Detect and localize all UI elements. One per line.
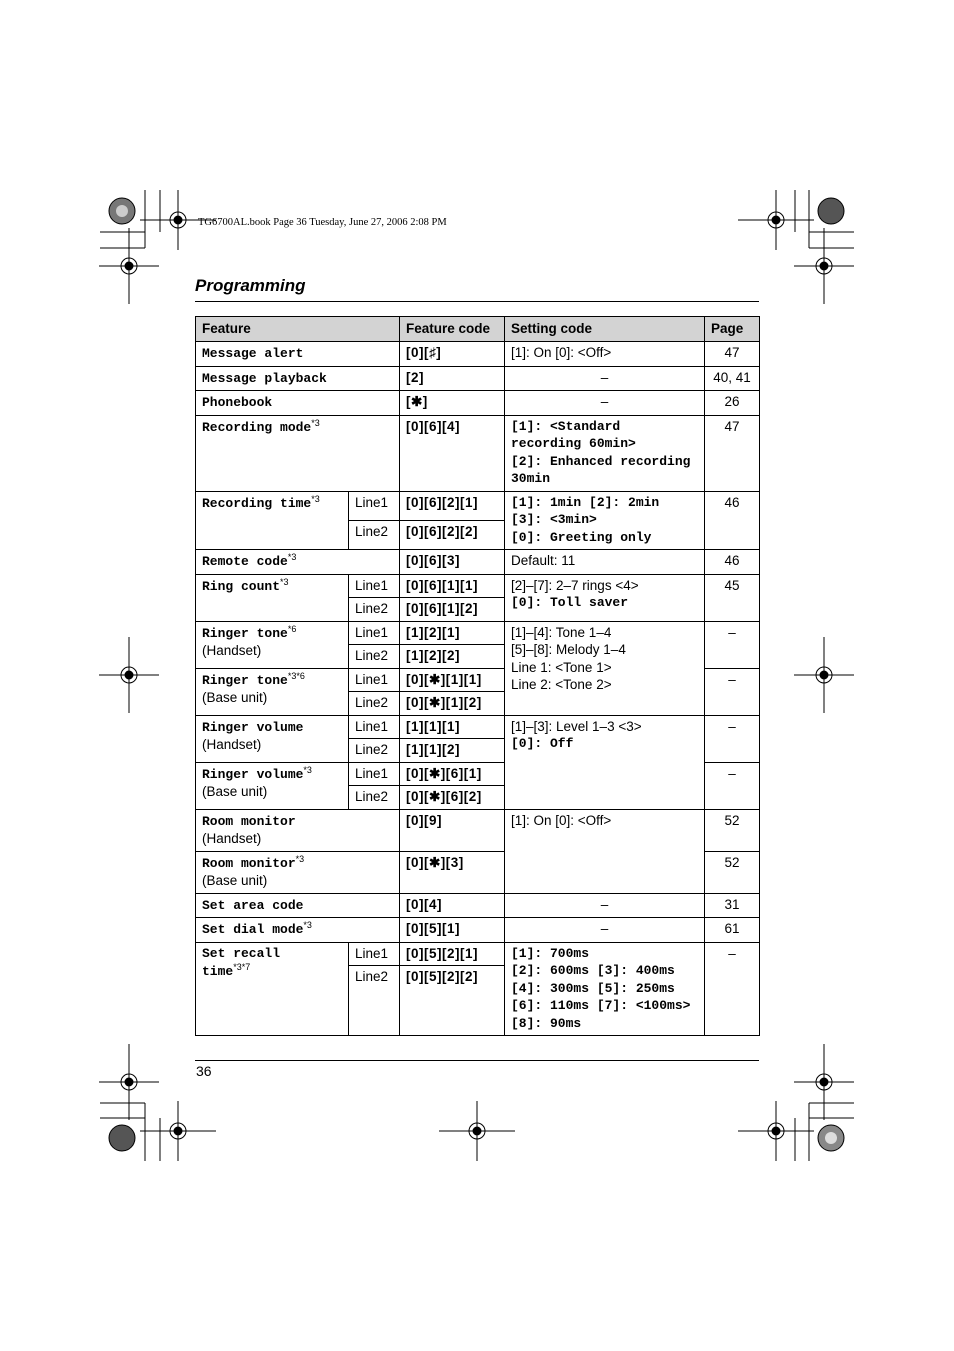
line-label: Line1 (355, 671, 389, 687)
page-ref: 52 (724, 812, 740, 828)
table-row (196, 574, 760, 598)
feature-code: [0][5][2][1] (406, 945, 478, 961)
line-label: Line1 (355, 765, 389, 781)
footnote-ref: *3*7 (233, 962, 251, 972)
setting-code: – (600, 921, 609, 936)
feature-sub: (Handset) (202, 737, 262, 752)
feature-code: [1][2][2] (406, 648, 460, 663)
page-ref: 45 (724, 577, 740, 593)
table-row (196, 391, 760, 416)
feature-name: Message alert (202, 346, 304, 361)
page-ref: – (728, 671, 736, 687)
page-ref: 46 (724, 553, 740, 568)
setting-line: [2]: Enhanced recording (511, 453, 691, 469)
setting-code: Default: 11 (511, 553, 576, 568)
line-label: Line1 (355, 577, 389, 593)
setting-line: [3]: <3min> (511, 512, 597, 527)
feature-sub: (Base unit) (202, 784, 268, 799)
page-ref: 40, 41 (713, 369, 751, 385)
page-ref: 47 (724, 345, 740, 360)
feature-sub: (Handset) (202, 831, 262, 846)
footnote-ref: *3 (303, 764, 312, 775)
feature-name: Phonebook (202, 395, 273, 410)
line-label: Line1 (355, 624, 389, 640)
feature-code: [0][4] (406, 896, 442, 912)
feature-code: [0][✱][3] (406, 854, 464, 870)
setting-line: [1]–[3]: Level 1–3 <3> (511, 718, 642, 734)
page-ref: – (728, 765, 736, 781)
table-header-row (196, 317, 760, 342)
footnote-ref: *3*6 (287, 670, 305, 681)
setting-line: [1]: 700ms (511, 945, 590, 961)
feature-code: [✱] (406, 394, 428, 409)
section-title: Programming (195, 276, 306, 295)
feature-code: [0][5][1] (406, 921, 460, 936)
feature-code: [0][♯] (406, 345, 442, 360)
line-label: Line2 (355, 601, 389, 616)
setting-line: [0]: Greeting only (511, 529, 652, 545)
feature-name: Remote code (202, 554, 288, 569)
table-row (196, 918, 760, 943)
setting-line: [5]–[8]: Melody 1–4 (511, 642, 626, 657)
footnote-ref: *3 (295, 853, 305, 864)
line-label: Line1 (355, 718, 389, 734)
feature-name: Set area code (202, 897, 304, 913)
title-rule (195, 301, 759, 302)
feature-name: Recording mode (202, 419, 312, 435)
feature-code: [1][2][1] (406, 624, 460, 640)
feature-name: Set dial mode (202, 922, 304, 937)
header-page: Page (705, 317, 760, 342)
setting-line: [6]: 110ms [7]: <100ms> (511, 998, 691, 1013)
table-row (196, 621, 760, 645)
print-info-line: TG6700AL.book Page 36 Tuesday, June 27, 2006 2:08 PM (198, 217, 447, 228)
feature-code: [1][1][1] (406, 718, 460, 734)
page-ref: 52 (724, 854, 740, 870)
setting-code: – (600, 369, 609, 385)
feature-code: [0][6][4] (406, 418, 460, 434)
feature-name: Room monitor (202, 855, 296, 871)
table-row (196, 366, 760, 391)
setting-code: [1]: On [0]: <Off> (511, 812, 612, 828)
page-ref: 46 (724, 494, 740, 510)
setting-line: [1]–[4]: Tone 1–4 (511, 624, 612, 640)
setting-code: [1]: On [0]: <Off> (511, 345, 612, 360)
line-label: Line2 (355, 523, 389, 539)
feature-code: [0][✱][1][2] (406, 695, 482, 710)
page-ref: – (728, 624, 736, 640)
feature-code: [0][6][2][2] (406, 523, 478, 539)
feature-code: [1][1][2] (406, 742, 460, 757)
setting-line: [2]: 600ms [3]: 400ms (511, 963, 675, 978)
feature-code: [0][6][1][2] (406, 601, 478, 616)
feature-code: [0][✱][1][1] (406, 671, 482, 687)
setting-line: [2]–[7]: 2–7 rings <4> (511, 577, 639, 593)
setting-line: [8]: 90ms (511, 1015, 582, 1031)
page-number: 36 (196, 1063, 212, 1079)
footnote-ref: *3 (303, 920, 312, 930)
setting-line: [1]: 1min [2]: 2min (511, 494, 660, 510)
page-ref: 47 (724, 418, 740, 434)
line-label: Line1 (355, 494, 389, 510)
table-row (196, 942, 760, 966)
feature-name: Ring count (202, 578, 281, 594)
footnote-ref: *3 (280, 576, 289, 587)
footnote-ref: *6 (287, 623, 297, 634)
line-label: Line2 (355, 648, 389, 663)
setting-code: – (600, 896, 609, 912)
table-row (196, 809, 760, 851)
page-ref: – (728, 718, 736, 734)
line-label: Line2 (355, 695, 389, 710)
feature-code: [0][✱][6][2] (406, 789, 482, 804)
line-label: Line1 (355, 945, 389, 961)
feature-sub: (Handset) (202, 643, 262, 658)
feature-code: [0][9] (406, 812, 442, 828)
footnote-ref: *3 (311, 493, 320, 504)
feature-name: Message playback (202, 370, 327, 386)
table-row (196, 715, 760, 739)
table-row (196, 550, 760, 575)
feature-name: Ringer tone (202, 672, 288, 688)
header-feature-code: Feature code (400, 317, 505, 342)
feature-code: [2] (406, 369, 424, 385)
footnote-ref: *3 (311, 417, 320, 428)
page-ref: 26 (724, 394, 740, 409)
footer-rule (195, 1060, 759, 1061)
page-ref: 31 (724, 896, 740, 912)
table-row (196, 342, 760, 367)
line-label: Line2 (355, 742, 389, 757)
footnote-ref: *3 (287, 552, 297, 562)
feature-name: Ringer tone (202, 625, 288, 641)
setting-line: [4]: 300ms [5]: 250ms (511, 980, 675, 996)
feature-sub: (Base unit) (202, 873, 268, 888)
page-ref: – (728, 945, 736, 961)
setting-line: recording 60min> (511, 436, 636, 451)
table-row (196, 893, 760, 918)
feature-name: Set recall (202, 945, 281, 961)
feature-code: [0][6][1][1] (406, 577, 478, 593)
feature-code: [0][5][2][2] (406, 969, 478, 984)
feature-code: [0][6][2][1] (406, 494, 478, 510)
setting-line: [0]: Off (511, 736, 574, 751)
setting-line: 30min (511, 471, 551, 486)
setting-code: – (600, 394, 609, 409)
feature-sub: (Base unit) (202, 690, 268, 705)
feature-name: Ringer volume (202, 719, 304, 735)
feature-name: Room monitor (202, 813, 296, 829)
feature-code: [0][6][3] (406, 553, 460, 568)
feature-code: [0][✱][6][1] (406, 765, 482, 781)
table-row (196, 415, 760, 491)
feature-name: time (202, 964, 234, 979)
feature-name: Ringer volume (202, 766, 304, 782)
setting-line: [0]: Toll saver (511, 595, 629, 610)
feature-name: Recording time (202, 495, 312, 511)
line-label: Line2 (355, 789, 389, 804)
setting-line: Line 2: <Tone 2> (511, 677, 612, 692)
setting-line: [1]: <Standard (511, 418, 621, 434)
setting-line: Line 1: <Tone 1> (511, 659, 612, 675)
line-label: Line2 (355, 969, 389, 984)
feature-table (195, 316, 760, 1036)
header-setting-code: Setting code (505, 317, 705, 342)
header-feature: Feature (196, 317, 400, 342)
page-ref: 61 (724, 921, 740, 936)
table-row (196, 491, 760, 520)
